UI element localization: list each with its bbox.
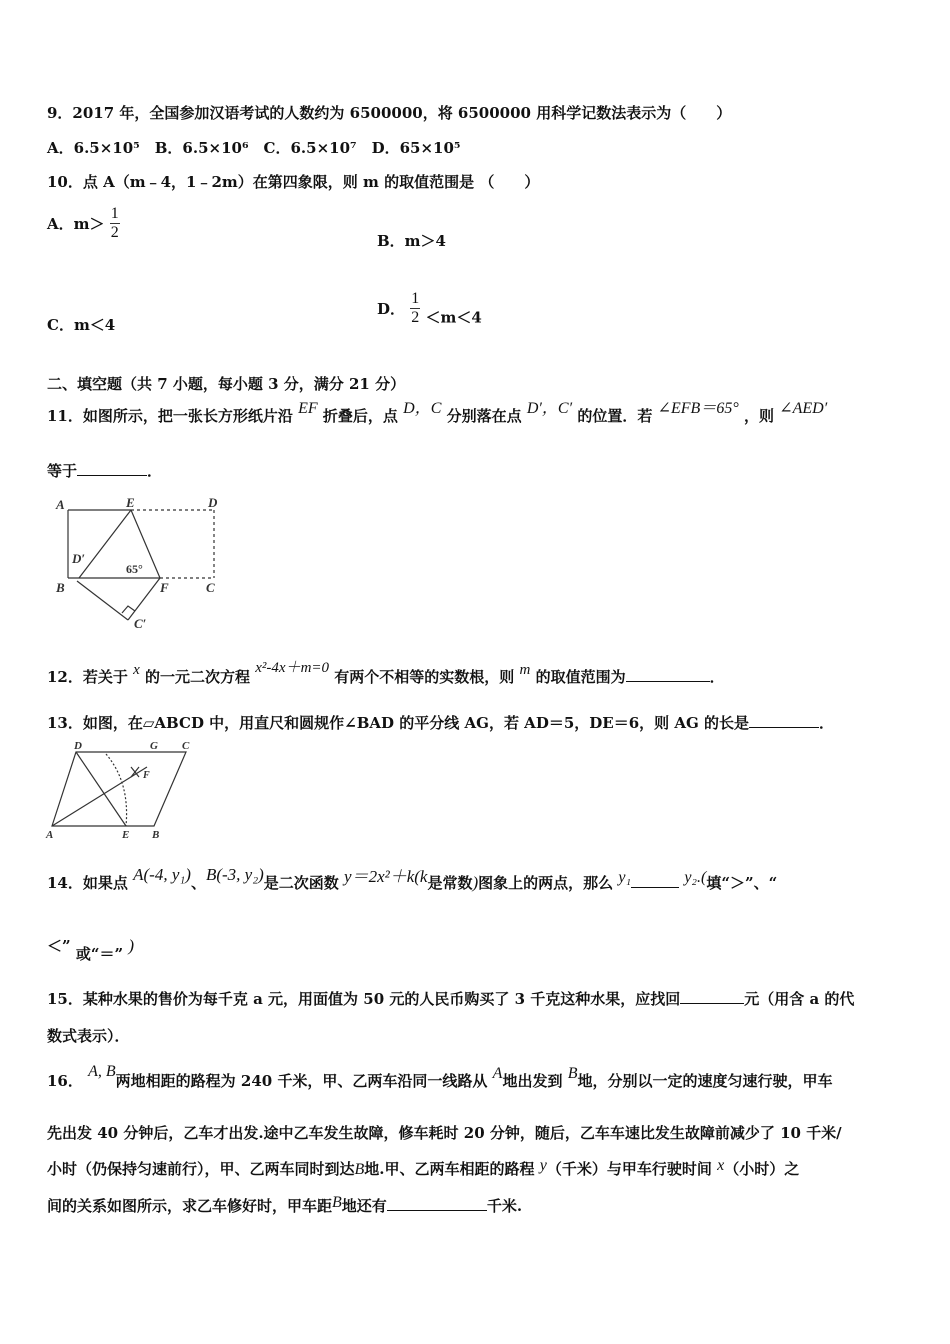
fig-label-g: G	[150, 740, 158, 752]
q11-text-2: 折叠后，点	[322, 407, 398, 425]
q13-figure	[44, 740, 219, 844]
q12-end: ．	[709, 668, 725, 686]
q14-separator: 、	[190, 874, 206, 892]
fig-label-e: E	[126, 495, 135, 510]
q16-text-3: 地出发到	[502, 1072, 563, 1090]
q16-text-l3b: 地.甲、乙两车相距的路程	[364, 1160, 535, 1178]
q11-text-3: 分别落在点	[446, 407, 522, 425]
q16-math-y: y	[539, 1157, 547, 1174]
fraction-denominator: 2	[411, 309, 420, 326]
q14-text-4: 图象上的两点，那么	[478, 874, 614, 892]
answer-blank	[680, 989, 744, 1004]
q16-line-2: 先出发 40 分钟后，乙车才出发.途中乙车发生故障，修车耗时 20 分钟，随后，乙车车速比发生故障前减少了 10 千米/	[47, 1124, 842, 1142]
q14-math-function: y＝2x²＋k(k	[344, 867, 428, 886]
fig-label-a: A	[56, 497, 65, 512]
q11-stem	[47, 400, 828, 426]
q13-stem	[47, 712, 834, 733]
q16-line-3	[47, 1158, 799, 1179]
fig-label-b: B	[152, 829, 160, 841]
q11-text-4: 的位置．若	[577, 407, 653, 425]
answer-blank	[387, 1196, 487, 1211]
q12-text-4: 的取值范围为	[535, 668, 626, 686]
section-heading: 二、填空题（共 7 小题，每小题 3 分，满分 21 分）	[47, 375, 406, 393]
q11-math-ef: EF	[298, 400, 318, 417]
q15-line-1	[47, 988, 854, 1009]
q14-text-5: 填“＞”、“	[706, 874, 778, 892]
q16-text-l3a: 小时（仍保持匀速前行），甲、乙两车同时到达	[47, 1160, 355, 1178]
fig-label-a: A	[46, 829, 54, 841]
q16-text-l3d: （小时）之	[724, 1160, 800, 1178]
q10-option-a-fraction	[110, 205, 120, 242]
q16-text-4: 地，分别以一定的速度匀速行驶，甲车	[577, 1072, 833, 1090]
q10-option-d-prefix: D．	[377, 300, 406, 318]
q9-stem: 9．2017 年，全国参加汉语考试的人数约为 6500000，将 6500000 用科学记数法表示为（ ）	[47, 104, 732, 122]
q14-stem	[47, 865, 778, 893]
q10-option-a-prefix: A．m＞	[47, 215, 105, 233]
fig-label-e: E	[122, 829, 130, 841]
q14-math-point-a: A(-4, y₁)	[133, 865, 191, 884]
q14-math-y1: y₁	[618, 869, 632, 886]
q12-text-2: 的一元二次方程	[145, 668, 251, 686]
fig-label-d: D	[74, 740, 82, 752]
q10-stem: 10．点 A（m﹣4，1﹣2m）在第四象限，则 m 的取值范围是 （ ）	[47, 173, 540, 191]
fig-label-angle: 65°	[126, 562, 143, 576]
q11-math-angle-aed: ∠AED′	[779, 400, 828, 417]
q11-line-2	[47, 460, 162, 481]
q12-text-3: 有两个不相等的实数根，则	[334, 668, 515, 686]
q16-math-b-3: B	[332, 1194, 342, 1211]
answer-blank	[749, 713, 819, 728]
q15-text-1: 15．某种水果的售价为每千克 a 元，用面值为 50 元的人民币购买了 3 千克这种水果，应找回	[47, 990, 681, 1008]
q11-math-dc: D，C	[403, 400, 442, 417]
q14-text-2: 是二次函数	[263, 874, 339, 892]
fig-segment-de	[76, 752, 126, 826]
q13-end: ．	[819, 714, 835, 732]
q10-option-c: C．m＜4	[47, 316, 116, 334]
q12-stem	[47, 660, 725, 687]
q14-math-point-b: B(-3, y₂)	[205, 865, 264, 884]
q16-math-x: x	[717, 1157, 725, 1174]
q14-math-y2: y₂.(	[684, 869, 707, 886]
q16-line-1	[47, 1063, 833, 1091]
q11-text-1: 11．如图所示，把一张长方形纸片沿	[47, 407, 293, 425]
q11-equals-label: 等于	[47, 462, 78, 480]
q12-text-1: 12．若关于	[47, 668, 128, 686]
fig-label-f: F	[160, 580, 169, 595]
q11-text-5: ，则	[743, 407, 774, 425]
fig-label-d: D	[208, 495, 218, 510]
q15-text-2: 元（用含 a 的代	[744, 990, 855, 1008]
fig-bisector-ag	[52, 767, 147, 826]
fraction-numerator: 1	[110, 205, 119, 222]
q16-text-l3c: （千米）与甲车行驶时间	[546, 1160, 712, 1178]
fig-edge-d-prime-c-prime	[77, 581, 128, 620]
fraction-denominator: 2	[110, 224, 119, 241]
q14-close-paren: )	[128, 936, 135, 955]
q11-math-dc-prime: D′，C′	[526, 400, 573, 417]
fig-edge-c-prime-f	[128, 578, 160, 620]
fig-edge-ed-prime	[79, 510, 131, 578]
q11-math-angle-efb: ∠EFB＝65°	[657, 400, 739, 417]
q10-option-d	[377, 290, 482, 328]
q10-option-b: B．m＞4	[377, 232, 446, 250]
q14-less-than: ＜”	[47, 937, 71, 955]
q16-math-a: A	[492, 1065, 503, 1082]
fig-label-c: C	[206, 580, 215, 595]
q11-end: ．	[147, 462, 163, 480]
fig-right-angle-mark	[122, 606, 135, 613]
fig-label-c-prime: C′	[134, 616, 147, 631]
q12-math-m: m	[519, 662, 531, 678]
q14-text-1: 14．如果点	[47, 874, 128, 892]
q10-option-d-suffix: ＜m＜4	[425, 308, 482, 327]
q16-text-l4a: 间的关系如图所示，求乙车修好时，甲车距	[47, 1197, 333, 1215]
q15-line-2: 数式表示）．	[47, 1027, 130, 1045]
fig-label-b: B	[56, 580, 65, 595]
fig-label-d-prime: D′	[72, 551, 86, 566]
q16-number: 16．	[47, 1072, 83, 1090]
q16-text-2: 两地相距的路程为 240 千米，甲、乙两车沿同一线路从	[115, 1072, 488, 1090]
q12-math-equation: x²-4x＋m=0	[255, 660, 330, 676]
q16-math-ab: A, B	[88, 1063, 116, 1080]
fraction-numerator: 1	[411, 290, 420, 307]
answer-blank	[77, 461, 147, 476]
q16-line-4	[47, 1195, 522, 1216]
answer-blank	[626, 667, 710, 682]
q11-figure	[48, 492, 228, 634]
q16-text-l4c: 千米.	[486, 1197, 523, 1215]
q16-math-b-2: B	[354, 1161, 365, 1178]
q14-line-2	[47, 935, 135, 963]
fig-label-c: C	[182, 740, 190, 752]
q14-or-equal: 或“＝”	[75, 945, 124, 963]
q14-math-close-paren: )	[472, 873, 479, 892]
q13-text: 13．如图，在▱ABCD 中，用直尺和圆规作∠BAD 的平分线 AG，若 AD＝5，DE＝6，则 AG 的长是	[47, 714, 750, 732]
q16-math-b: B	[567, 1065, 578, 1082]
q14-text-3: 是常数	[427, 874, 473, 892]
fig-label-f: F	[143, 770, 150, 781]
q16-text-l4b: 地还有	[341, 1197, 387, 1215]
answer-blank	[631, 873, 679, 888]
q10-option-d-fraction	[410, 290, 420, 327]
q9-options: A．6.5×10⁵ B．6.5×10⁶ C．6.5×10⁷ D．65×10⁵	[47, 139, 461, 157]
q10-option-a	[47, 205, 120, 242]
q12-math-x: x	[133, 662, 140, 678]
